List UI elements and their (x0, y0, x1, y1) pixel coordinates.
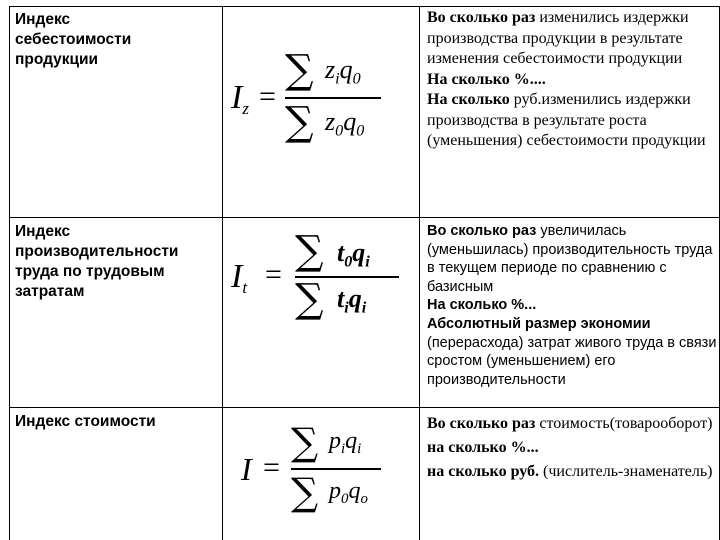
row-2-name-line: труда по трудовым (15, 263, 165, 280)
sum-symbol-denominator: ∑ (295, 276, 324, 322)
factor-symbol: q (339, 55, 353, 84)
formula-equals: = (263, 451, 280, 484)
table-border-left (9, 6, 10, 540)
factor-symbol: p (329, 428, 341, 454)
row-2-description (427, 222, 717, 389)
formula-lhs-symbol: I (231, 258, 243, 295)
description-paragraph (427, 296, 717, 315)
row-3-formula (223, 408, 419, 540)
description-paragraph (427, 70, 717, 91)
description-paragraph (427, 315, 717, 389)
factor-subscript: i (365, 253, 370, 271)
row-2-name-line: затратам (15, 283, 85, 300)
description-bold: Во сколько раз (427, 415, 536, 432)
description-bold: На сколько (427, 91, 510, 108)
factor-symbol: t (337, 238, 345, 267)
formula-lhs-symbol: I (231, 79, 243, 116)
formula-equals: = (265, 258, 282, 291)
description-text: (перерасхода) затрат живого труда в связи сростом (уменьшением) его производительности (427, 334, 717, 388)
factor-subscript: i (344, 299, 349, 317)
description-text: руб.изменились издержки производства в результате роста (уменьшения) себестоимости продукции (427, 91, 706, 149)
row-1-name-line: Индекс (15, 11, 71, 28)
formula-lhs (241, 451, 252, 488)
sum-symbol-numerator: ∑ (295, 228, 324, 274)
factor-symbol: t (337, 284, 345, 313)
row-1-name-line: себестоимости (15, 31, 132, 48)
formula-numerator (325, 55, 361, 88)
formula-denominator (325, 107, 365, 140)
factor-symbol: z (325, 55, 336, 84)
factor-subscript: o (360, 491, 368, 508)
factor-subscript: i (335, 70, 340, 88)
factor-subscript: 0 (341, 491, 349, 508)
row-1-name-line: продукции (15, 51, 99, 68)
description-paragraph (427, 436, 717, 460)
row-2-index-name (15, 222, 221, 302)
formula-numerator (337, 238, 370, 271)
factor-subscript: 0 (344, 253, 353, 271)
row-1-index-name (15, 10, 219, 70)
row-3-description (427, 412, 717, 484)
factor-symbol: q (352, 238, 366, 267)
description-paragraph (427, 90, 717, 152)
column-divider-2 (419, 6, 420, 540)
formula-lhs-symbol: I (241, 451, 252, 487)
formula-lhs (231, 258, 247, 296)
description-paragraph (427, 460, 717, 484)
description-text: увеличилась (уменьшилась) производительность труда в текущем периоде по сравнению с базисным (427, 223, 713, 295)
factor-subscript: 0 (356, 122, 365, 140)
description-paragraph (427, 222, 717, 296)
row-2-formula (223, 218, 419, 407)
description-bold: на сколько руб. (427, 463, 540, 480)
row-1-description (427, 8, 717, 152)
factor-symbol: p (329, 478, 341, 504)
sum-symbol-denominator: ∑ (285, 99, 314, 145)
formula-numerator (329, 428, 362, 458)
description-bold: Абсолютный размер экономии (427, 315, 651, 332)
formula-equals: = (259, 80, 276, 113)
description-bold: На сколько %.... (427, 70, 546, 88)
formula-lhs-subscript: t (242, 277, 248, 297)
formula-denominator (337, 284, 367, 317)
sum-symbol-numerator: ∑ (285, 47, 314, 93)
description-paragraph (427, 8, 717, 70)
factor-symbol: q (348, 478, 361, 504)
factor-subscript: 0 (352, 70, 361, 88)
factor-subscript: i (357, 441, 362, 458)
row-3-name-line: Индекс стоимости (15, 413, 156, 430)
row-3-index-name (15, 412, 221, 432)
row-2-name-line: производительности (15, 243, 179, 260)
factor-symbol: z (325, 107, 336, 136)
factor-symbol: q (343, 107, 357, 136)
sum-symbol-denominator: ∑ (291, 470, 319, 514)
description-text: стоимость(товарооборот) (535, 415, 713, 432)
description-bold: Во сколько раз (427, 9, 536, 26)
factor-subscript: i (361, 299, 367, 317)
row-1-formula (223, 7, 419, 217)
description-bold: Во сколько раз (427, 223, 537, 239)
description-bold: на сколько %... (427, 439, 539, 456)
factor-subscript: i (341, 441, 346, 458)
formula-denominator (329, 478, 368, 508)
formula-lhs (231, 79, 249, 117)
description-text: изменились издержки производства продукции в результате изменения себестоимости продукции (427, 9, 689, 67)
factor-subscript: 0 (335, 122, 344, 140)
row-2-name-line: Индекс (15, 223, 71, 240)
factor-symbol: q (348, 284, 362, 313)
description-bold: На сколько %... (427, 297, 537, 314)
description-text: (числитель-знаменатель) (539, 463, 713, 480)
formula-lhs-subscript: z (242, 98, 249, 118)
factor-symbol: q (345, 428, 358, 454)
sum-symbol-numerator: ∑ (291, 420, 319, 464)
description-paragraph (427, 412, 717, 436)
